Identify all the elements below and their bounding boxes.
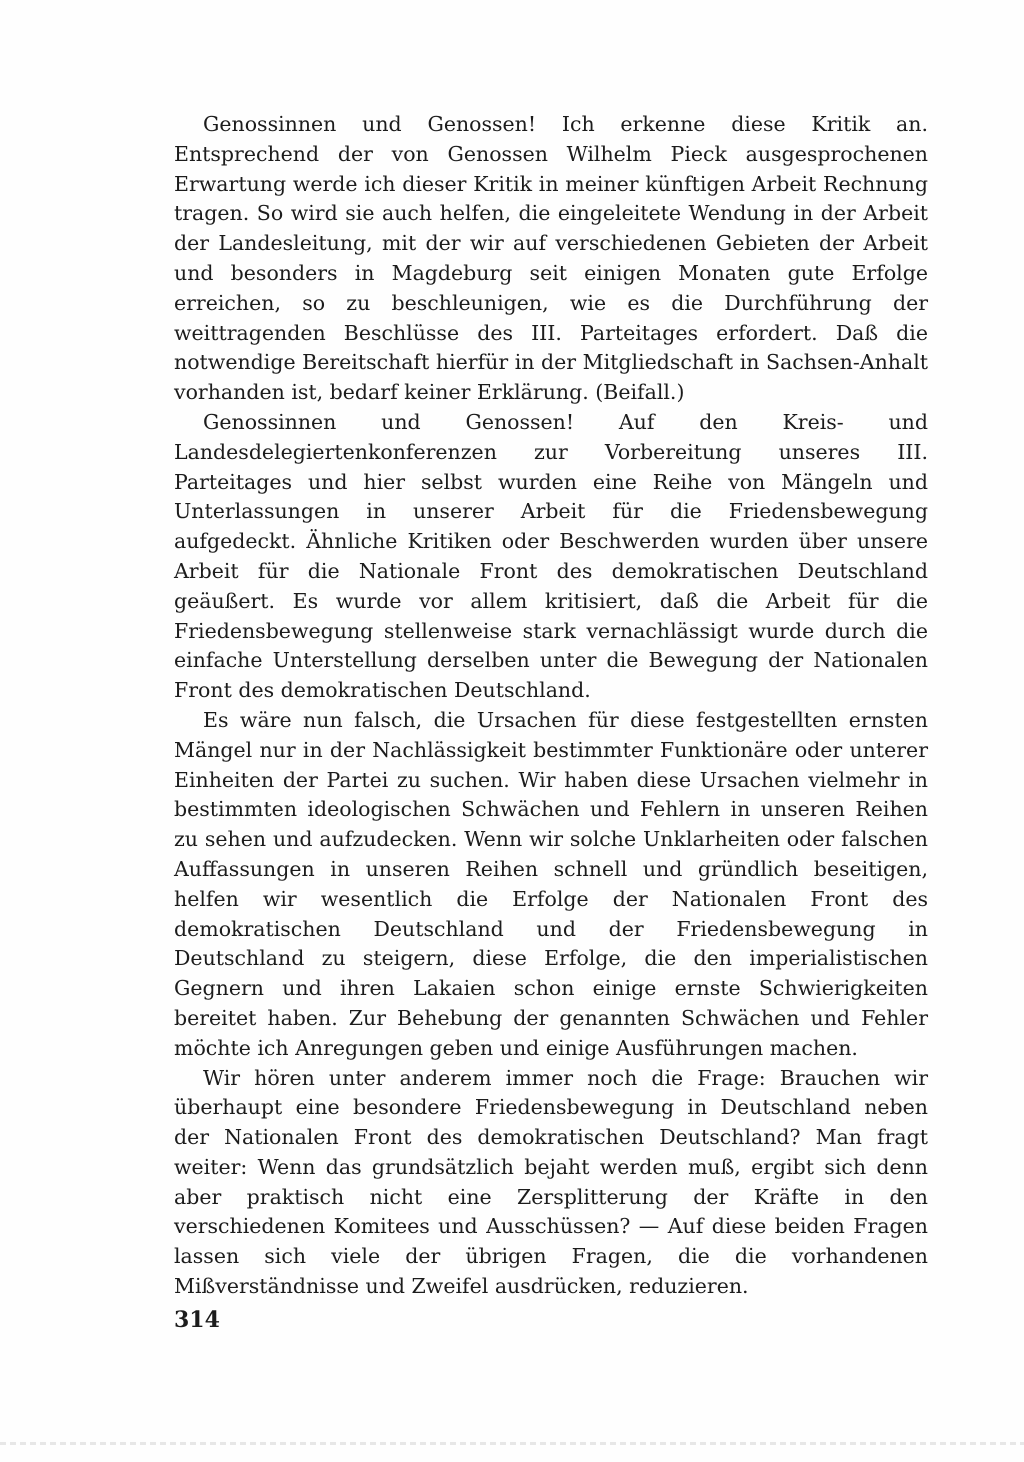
body-text <box>174 110 928 1302</box>
page-number: 314 <box>174 1307 220 1333</box>
paragraph-1: Genossinnen und Genossen! Ich erkenne diese Kritik an. Entsprechend der von Genossen Wilhelm Pieck ausgesprochenen Erwartung werde ich dieser Kritik in meiner künftigen Arbeit Rechnung tragen. So wird sie auch helfen, die eingeleitete Wendung in der Arbeit der Landesleitung, mit der wir auf verschiedenen Gebieten der Arbeit und besonders in Magdeburg seit einigen Monaten gute Erfolge erreichen, so zu beschleunigen, wie es die Durchführung der weittragenden Beschlüsse des III. Parteitages erfordert. Daß die notwendige Bereitschaft hierfür in der Mitgliedschaft in Sachsen-Anhalt vorhanden ist, bedarf keiner Erklärung. (Beifall.) <box>174 112 928 405</box>
paragraph-2: Genossinnen und Genossen! Auf den Kreis- und Landesdelegiertenkonferenzen zur Vorbereitung unseres III. Parteitages und hier selbst wurden eine Reihe von Mängeln und Unterlassungen in unserer Arbeit für die Friedensbewegung aufgedeckt. Ähnliche Kritiken oder Beschwerden wurden über unsere Arbeit für die Nationale Front des demokratischen Deutschland geäußert. Es wurde vor allem kritisiert, daß die Arbeit für die Friedensbewegung stellenweise stark vernachlässigt wurde durch die einfache Unterstellung derselben unter die Bewegung der Nationalen Front des demokratischen Deutschland. <box>174 409 928 703</box>
paragraph-3: Es wäre nun falsch, die Ursachen für diese festgestellten ernsten Mängel nur in der Nachlässigkeit bestimmter Funktionäre oder unterer Einheiten der Partei zu suchen. Wir haben diese Ursachen vielmehr in bestimmten ideologischen Schwächen und Fehlern in unseren Reihen zu sehen und aufzudecken. Wenn wir solche Unklarheiten oder falschen Auffassungen in unseren Reihen schnell und gründlich beseitigen, helfen wir wesentlich die Erfolge der Nationalen Front des demokratischen Deutschland und der Friedensbewegung in Deutschland zu steigern, diese Erfolge, die den imperialistischen Gegnern und ihren Lakaien schon einige ernste Schwierigkeiten bereitet haben. Zur Behebung der genannten Schwächen und Fehler möchte ich Anregungen geben und einige Ausführungen machen. <box>174 707 928 1060</box>
scan-edge-artifact <box>0 1442 1024 1445</box>
paragraph-4: Wir hören unter anderem immer noch die Frage: Brauchen wir überhaupt eine besondere Friedensbewegung in Deutschland neben der Nationalen Front des demokratischen Deutschland? Man fragt weiter: Wenn das grundsätzlich bejaht werden muß, ergibt sich denn aber praktisch nicht eine Zersplitterung der Kräfte in den verschiedenen Komitees und Ausschüssen? — Auf diese beiden Fragen lassen sich viele der übrigen Fragen, die die vorhandenen Mißverständnisse und Zweifel ausdrücken, reduzieren. <box>174 1065 928 1299</box>
